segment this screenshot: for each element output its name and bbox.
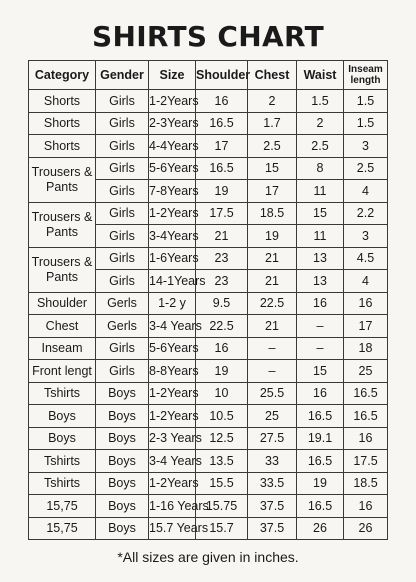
cell-gender: Boys	[96, 405, 149, 428]
header-inseam: Inseam length	[344, 61, 388, 90]
table-row	[29, 405, 388, 428]
cell-gender: Girls	[96, 157, 149, 180]
table-row	[29, 472, 388, 495]
cell-inseam: 4	[344, 180, 388, 203]
header-row	[29, 61, 388, 90]
header-chest: Chest	[248, 61, 297, 90]
table-row	[29, 112, 388, 135]
cell-size: 1-6Years	[149, 247, 196, 270]
cell-category: Tshirts	[29, 472, 96, 495]
cell-size: 1-2Years	[149, 90, 196, 113]
cell-waist: 13	[297, 247, 344, 270]
cell-gender: Boys	[96, 427, 149, 450]
cell-category: Boys	[29, 427, 96, 450]
cell-chest: 1.7	[248, 112, 297, 135]
cell-category: Trousers & Pants	[29, 247, 96, 292]
cell-waist: 19	[297, 472, 344, 495]
cell-category: Inseam	[29, 337, 96, 360]
cell-chest: 17	[248, 180, 297, 203]
cell-category: Trousers & Pants	[29, 157, 96, 202]
table-body	[29, 90, 388, 540]
header-size: Size	[149, 61, 196, 90]
cell-category: Tshirts	[29, 382, 96, 405]
cell-inseam: 4	[344, 270, 388, 293]
cell-gender: Girls	[96, 112, 149, 135]
cell-shoulder: 16.5	[196, 112, 248, 135]
cell-waist: 26	[297, 517, 344, 540]
cell-waist: 19.1	[297, 427, 344, 450]
cell-shoulder: 21	[196, 225, 248, 248]
cell-inseam: 17.5	[344, 450, 388, 473]
cell-shoulder: 9.5	[196, 292, 248, 315]
cell-size: 3-4 Years	[149, 450, 196, 473]
cell-chest: 33	[248, 450, 297, 473]
cell-size: 4-4Years	[149, 135, 196, 158]
cell-inseam: 1.5	[344, 112, 388, 135]
cell-shoulder: 23	[196, 270, 248, 293]
table-row	[29, 427, 388, 450]
cell-waist: –	[297, 315, 344, 338]
cell-inseam: 16	[344, 292, 388, 315]
header-gender: Gender	[96, 61, 149, 90]
header-category: Category	[29, 61, 96, 90]
cell-gender: Girls	[96, 360, 149, 383]
header-waist: Waist	[297, 61, 344, 90]
cell-chest: 33.5	[248, 472, 297, 495]
cell-size: 5-6Years	[149, 337, 196, 360]
cell-waist: 16	[297, 382, 344, 405]
cell-size: 14-1Years	[149, 270, 196, 293]
cell-waist: 2.5	[297, 135, 344, 158]
cell-size: 5-6Years	[149, 157, 196, 180]
cell-size: 2-3 Years	[149, 427, 196, 450]
cell-inseam: 2.5	[344, 157, 388, 180]
cell-inseam: 17	[344, 315, 388, 338]
cell-size: 1-2 y	[149, 292, 196, 315]
cell-chest: 18.5	[248, 202, 297, 225]
cell-category: Shoulder	[29, 292, 96, 315]
cell-inseam: 26	[344, 517, 388, 540]
cell-shoulder: 16	[196, 337, 248, 360]
cell-chest: 21	[248, 315, 297, 338]
cell-chest: –	[248, 360, 297, 383]
cell-size: 1-2Years	[149, 202, 196, 225]
cell-inseam: 25	[344, 360, 388, 383]
cell-waist: 1.5	[297, 90, 344, 113]
cell-gender: Boys	[96, 517, 149, 540]
table-row	[29, 360, 388, 383]
table-row	[29, 202, 388, 225]
cell-category: Tshirts	[29, 450, 96, 473]
cell-inseam: 1.5	[344, 90, 388, 113]
cell-size: 1-2Years	[149, 382, 196, 405]
cell-size: 15.7 Years	[149, 517, 196, 540]
cell-inseam: 18	[344, 337, 388, 360]
table-row	[29, 135, 388, 158]
table-row	[29, 450, 388, 473]
cell-waist: 16.5	[297, 405, 344, 428]
cell-gender: Girls	[96, 135, 149, 158]
cell-category: Trousers & Pants	[29, 202, 96, 247]
cell-waist: 11	[297, 225, 344, 248]
cell-gender: Boys	[96, 495, 149, 518]
cell-shoulder: 10	[196, 382, 248, 405]
table-row	[29, 157, 388, 180]
chart-title: SHIRTS CHART	[92, 20, 324, 53]
cell-chest: 21	[248, 270, 297, 293]
cell-gender: Gerls	[96, 292, 149, 315]
cell-shoulder: 13.5	[196, 450, 248, 473]
cell-gender: Girls	[96, 247, 149, 270]
cell-chest: 21	[248, 247, 297, 270]
cell-shoulder: 16.5	[196, 157, 248, 180]
cell-size: 2-3Years	[149, 112, 196, 135]
cell-size: 8-8Years	[149, 360, 196, 383]
cell-category: Chest	[29, 315, 96, 338]
cell-inseam: 2.2	[344, 202, 388, 225]
cell-chest: 19	[248, 225, 297, 248]
cell-category: Boys	[29, 405, 96, 428]
cell-category: Shorts	[29, 135, 96, 158]
cell-shoulder: 17.5	[196, 202, 248, 225]
cell-chest: 2.5	[248, 135, 297, 158]
cell-inseam: 16.5	[344, 382, 388, 405]
cell-gender: Boys	[96, 450, 149, 473]
footnote: *All sizes are given in inches.	[117, 549, 299, 565]
cell-chest: 37.5	[248, 517, 297, 540]
cell-chest: 25.5	[248, 382, 297, 405]
cell-gender: Boys	[96, 382, 149, 405]
cell-chest: 22.5	[248, 292, 297, 315]
table-row	[29, 292, 388, 315]
cell-size: 3-4Years	[149, 225, 196, 248]
cell-waist: 13	[297, 270, 344, 293]
cell-waist: 8	[297, 157, 344, 180]
cell-waist: 16.5	[297, 495, 344, 518]
cell-shoulder: 19	[196, 360, 248, 383]
table-row	[29, 495, 388, 518]
cell-gender: Girls	[96, 225, 149, 248]
cell-inseam: 16	[344, 427, 388, 450]
cell-size: 1-2Years	[149, 405, 196, 428]
cell-inseam: 16.5	[344, 405, 388, 428]
cell-category: Shorts	[29, 112, 96, 135]
cell-inseam: 3	[344, 225, 388, 248]
cell-size: 1-2Years	[149, 472, 196, 495]
cell-chest: –	[248, 337, 297, 360]
cell-shoulder: 15.75	[196, 495, 248, 518]
cell-shoulder: 22.5	[196, 315, 248, 338]
cell-gender: Girls	[96, 90, 149, 113]
cell-gender: Girls	[96, 270, 149, 293]
cell-size: 3-4 Years	[149, 315, 196, 338]
cell-chest: 2	[248, 90, 297, 113]
table-row	[29, 382, 388, 405]
cell-waist: 16.5	[297, 450, 344, 473]
cell-shoulder: 15.5	[196, 472, 248, 495]
cell-chest: 15	[248, 157, 297, 180]
table-row	[29, 337, 388, 360]
size-chart-table	[28, 60, 388, 540]
table-row	[29, 90, 388, 113]
cell-gender: Girls	[96, 337, 149, 360]
cell-inseam: 4.5	[344, 247, 388, 270]
cell-gender: Gerls	[96, 315, 149, 338]
cell-category: 15,75	[29, 495, 96, 518]
cell-shoulder: 16	[196, 90, 248, 113]
cell-shoulder: 12.5	[196, 427, 248, 450]
cell-category: 15,75	[29, 517, 96, 540]
table-row	[29, 517, 388, 540]
cell-inseam: 3	[344, 135, 388, 158]
cell-chest: 25	[248, 405, 297, 428]
cell-waist: 11	[297, 180, 344, 203]
cell-waist: –	[297, 337, 344, 360]
cell-category: Shorts	[29, 90, 96, 113]
cell-waist: 2	[297, 112, 344, 135]
cell-chest: 37.5	[248, 495, 297, 518]
cell-waist: 16	[297, 292, 344, 315]
cell-shoulder: 23	[196, 247, 248, 270]
cell-category: Front lengt	[29, 360, 96, 383]
cell-gender: Girls	[96, 180, 149, 203]
table-row	[29, 247, 388, 270]
header-shoulder: Shoulder	[196, 61, 248, 90]
cell-chest: 27.5	[248, 427, 297, 450]
cell-shoulder: 19	[196, 180, 248, 203]
cell-gender: Boys	[96, 472, 149, 495]
cell-waist: 15	[297, 360, 344, 383]
cell-shoulder: 15.7	[196, 517, 248, 540]
cell-size: 7-8Years	[149, 180, 196, 203]
cell-size: 1-16 Years	[149, 495, 196, 518]
cell-inseam: 16	[344, 495, 388, 518]
cell-gender: Girls	[96, 202, 149, 225]
cell-shoulder: 17	[196, 135, 248, 158]
table-row	[29, 315, 388, 338]
cell-waist: 15	[297, 202, 344, 225]
cell-shoulder: 10.5	[196, 405, 248, 428]
cell-inseam: 18.5	[344, 472, 388, 495]
